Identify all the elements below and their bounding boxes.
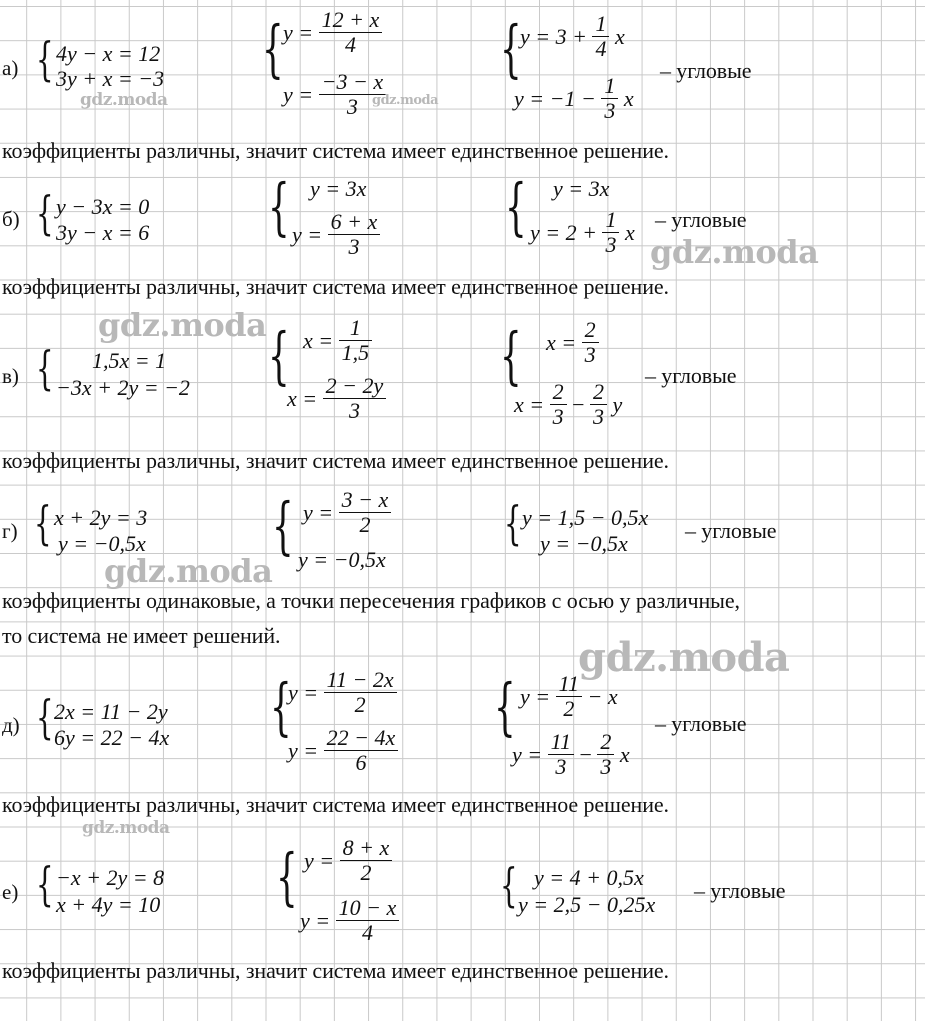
system-b-eq2: 3y − x = 6 (56, 220, 150, 245)
watermark: gdz.moda (82, 818, 170, 838)
system-a-step2-line1: y = $\frac{12 + x}{4}$ (283, 8, 382, 57)
brace: { (262, 12, 284, 85)
system-v-step3-line2: x = $\frac{2}{3}$ − $\frac{2}{3}$ y (514, 379, 623, 429)
brace: { (268, 319, 290, 392)
system-a-step2-line2: y = $\frac{-3 - x}{3}$ (283, 70, 386, 119)
system-v-eq2: −3x + 2y = −2 (56, 375, 190, 400)
label-v: в) (2, 364, 19, 388)
system-e-eq2: x + 4y = 10 (56, 892, 161, 917)
watermark: gdz.moda (104, 552, 273, 590)
system-d-step3-line1: y = $\frac{11}{2}$ − x (520, 671, 618, 721)
suffix-a: – угловые (660, 58, 752, 83)
brace: { (500, 319, 522, 392)
system-a-step3-line1: y = 3 + $\frac{1}{4}$ x (520, 11, 625, 61)
brace: { (268, 170, 290, 243)
brace: { (500, 12, 522, 85)
conclusion-v: коэффициенты различны, значит система имеет единственное решение. (2, 448, 669, 473)
conclusion-g-line1: коэффициенты одинаковые, а точки пересечения графиков с осью y различные, (2, 588, 740, 613)
system-b-step2-line1: y = 3x (310, 176, 367, 201)
system-d-step2-line1: y = $\frac{11 - 2x}{2}$ (288, 668, 397, 717)
brace: { (36, 186, 54, 240)
system-g-step2-line1: y = $\frac{3 - x}{2}$ (303, 488, 391, 537)
system-b-step3-line2: y = 2 + $\frac{1}{3}$ x (530, 207, 635, 257)
watermark: gdz.moda (650, 233, 819, 271)
conclusion-b: коэффициенты различны, значит система имеет единственное решение. (2, 274, 669, 299)
suffix-b: – угловые (655, 207, 747, 232)
suffix-v: – угловые (645, 363, 737, 388)
brace: { (36, 690, 54, 744)
conclusion-d: коэффициенты различны, значит система имеет единственное решение. (2, 792, 669, 817)
brace: { (36, 32, 54, 86)
label-g: г) (2, 519, 18, 543)
system-d-step3-line2: y = $\frac{11}{3}$ − $\frac{2}{3}$ x (512, 729, 630, 779)
system-v-eq1: 1,5x = 1 (92, 348, 167, 373)
suffix-g: – угловые (685, 518, 777, 543)
system-v-step2-line2: x = $\frac{2 - 2y}{3}$ (287, 374, 386, 423)
suffix-d: – угловые (655, 711, 747, 736)
watermark: gdz.moda (372, 93, 439, 108)
system-v-step2-line1: x = $\frac{1}{1,5}$ (303, 316, 372, 365)
brace: { (36, 857, 54, 911)
watermark: gdz.moda (80, 90, 168, 110)
label-e: е) (2, 880, 19, 904)
system-e-step2-line1: y = $\frac{8 + x}{2}$ (304, 836, 392, 885)
brace: { (500, 858, 518, 912)
system-e-step2-line2: y = $\frac{10 - x}{4}$ (300, 896, 399, 945)
system-g-step3-eq2: y = −0,5x (540, 531, 628, 556)
system-b-eq1: y − 3x = 0 (56, 194, 150, 219)
brace: { (34, 496, 52, 550)
brace: { (494, 670, 516, 743)
system-g-step3-eq1: y = 1,5 − 0,5x (522, 505, 649, 530)
label-a: а) (2, 56, 19, 80)
system-d-eq1: 2x = 11 − 2y (54, 699, 168, 724)
system-e-step3-eq2: y = 2,5 − 0,25x (518, 892, 656, 917)
brace: { (36, 341, 54, 395)
system-a-step3-line2: y = −1 − $\frac{1}{3}$ x (514, 73, 634, 123)
watermark: gdz.moda (578, 634, 790, 681)
system-a-eq1: 4y − x = 12 (56, 41, 161, 66)
system-g-eq1: x + 2y = 3 (54, 505, 148, 530)
system-e-eq1: −x + 2y = 8 (56, 865, 165, 890)
suffix-e: – угловые (694, 878, 786, 903)
brace: { (272, 489, 294, 562)
label-b: б) (2, 207, 20, 231)
brace: { (504, 496, 522, 550)
watermark: gdz.moda (98, 306, 267, 344)
conclusion-a: коэффициенты различны, значит система имеет единственное решение. (2, 138, 669, 163)
system-g-eq2: y = −0,5x (58, 531, 146, 556)
brace: { (276, 840, 298, 913)
system-d-eq2: 6y = 22 − 4x (54, 725, 170, 750)
brace: { (270, 670, 292, 743)
system-e-step3-eq1: y = 4 + 0,5x (534, 865, 644, 890)
conclusion-e: коэффициенты различны, значит система имеет единственное решение. (2, 958, 669, 983)
system-d-step2-line2: y = $\frac{22 - 4x}{6}$ (288, 726, 398, 775)
brace: { (505, 170, 527, 243)
system-b-step2-line2: y = $\frac{6 + x}{3}$ (292, 210, 380, 259)
label-d: д) (2, 713, 20, 737)
system-b-step3-line1: y = 3x (553, 176, 610, 201)
system-g-step2-line2: y = −0,5x (298, 547, 386, 572)
conclusion-g-line2: то система не имеет решений. (2, 623, 281, 648)
system-v-step3-line1: x = $\frac{2}{3}$ (546, 318, 599, 367)
system-a-eq2: 3y + x = −3 (56, 66, 165, 91)
